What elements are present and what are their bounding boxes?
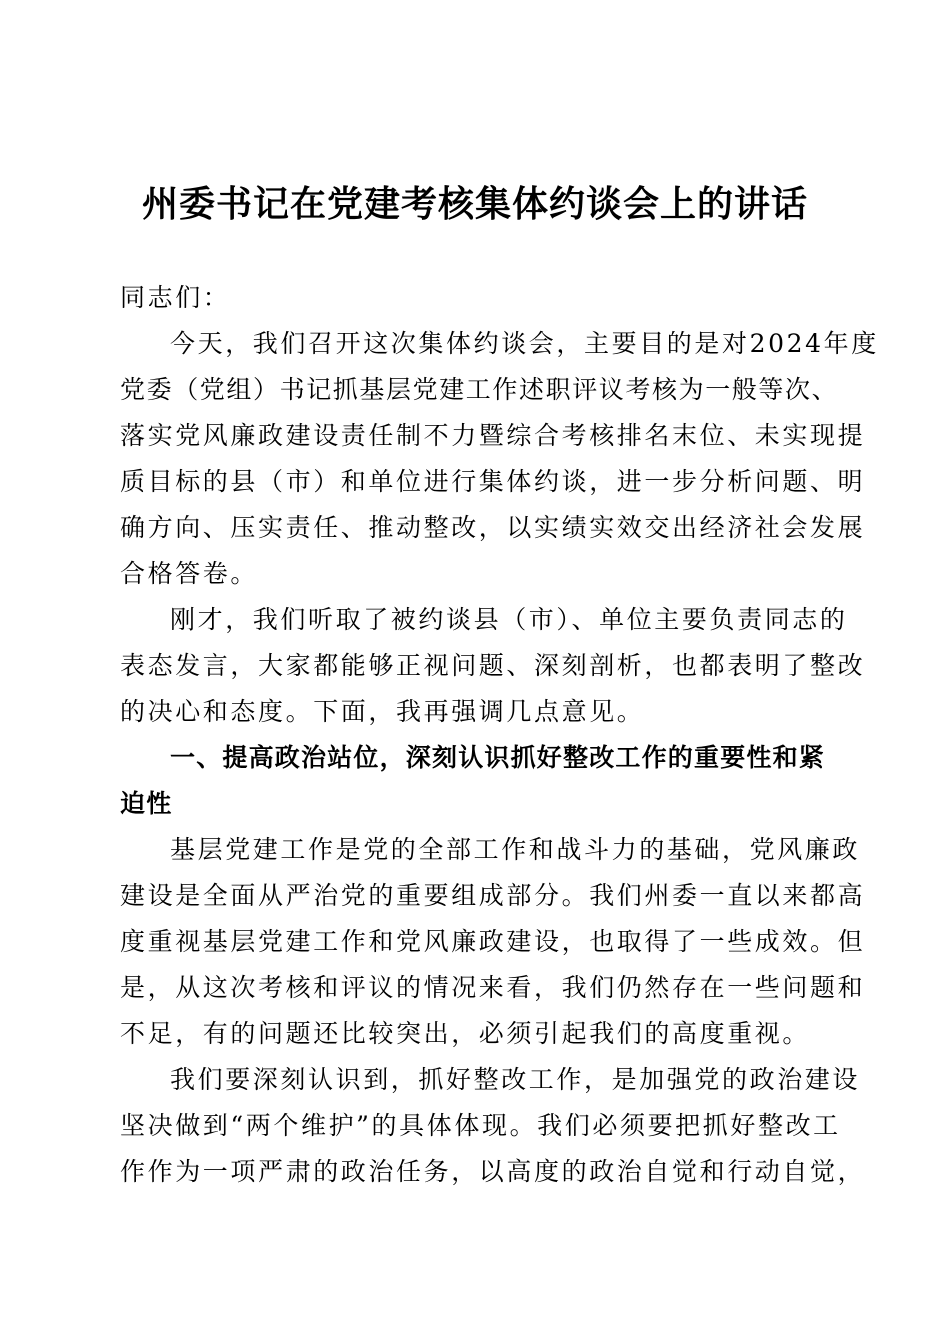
paragraph-line: 我们要深刻认识到，抓好整改工作，是加强党的政治建设: [170, 1065, 861, 1094]
paragraph-line: 落实党风廉政建设责任制不力暨综合考核排名末位、未实现提: [120, 421, 866, 450]
paragraph-recognition: [120, 1057, 866, 1195]
paragraph-line: 度重视基层党建工作和党风廉政建设，也取得了一些成效。但: [120, 927, 866, 956]
paragraph-line: 表态发言，大家都能够正视问题、深刻剖析，也都表明了整改: [120, 651, 866, 680]
paragraph-line: 党委（党组）书记抓基层党建工作述职评议考核为一般等次、: [120, 375, 839, 404]
paragraph-intro: [120, 321, 879, 597]
paragraph-line: 合格答卷。: [120, 559, 259, 588]
paragraph-line: 作作为一项严肃的政治任务，以高度的政治自觉和行动自觉，: [120, 1157, 866, 1186]
paragraph-line: 基层党建工作是党的全部工作和战斗力的基础，党风廉政: [170, 835, 861, 864]
salutation: 同志们：: [120, 283, 231, 312]
paragraph-line: 今天，我们召开这次集体约谈会，主要目的是对2024年度: [170, 329, 879, 358]
document-body: [120, 275, 879, 1195]
paragraph-line: 确方向、压实责任、推动整改，以实绩实效交出经济社会发展: [120, 513, 866, 542]
section-heading: [120, 735, 825, 827]
paragraph-line: 的决心和态度。下面，我再强调几点意见。: [120, 697, 645, 726]
paragraph-response: [120, 597, 866, 735]
paragraph-line: 不足，有的问题还比较突出，必须引起我们的高度重视。: [120, 1019, 811, 1048]
section-heading-line: 一、提高政治站位，深刻认识抓好整改工作的重要性和紧: [170, 743, 826, 772]
paragraph-line: 坚决做到“两个维护”的具体体现。我们必须要把抓好整改工: [120, 1111, 841, 1140]
paragraph-line: 是，从这次考核和评议的情况来看，我们仍然存在一些问题和: [120, 973, 866, 1002]
paragraph-line: 刚才，我们听取了被约谈县（市）、单位主要负责同志的: [170, 605, 848, 634]
paragraph-line: 建设是全面从严治党的重要组成部分。我们州委一直以来都高: [120, 881, 866, 910]
document-title: 州委书记在党建考核集体约谈会上的讲话: [141, 183, 808, 225]
section-heading-line: 迫性: [120, 789, 173, 818]
paragraph-line: 质目标的县（市）和单位进行集体约谈，进一步分析问题、明: [120, 467, 866, 496]
paragraph-foundation: [120, 827, 866, 1057]
